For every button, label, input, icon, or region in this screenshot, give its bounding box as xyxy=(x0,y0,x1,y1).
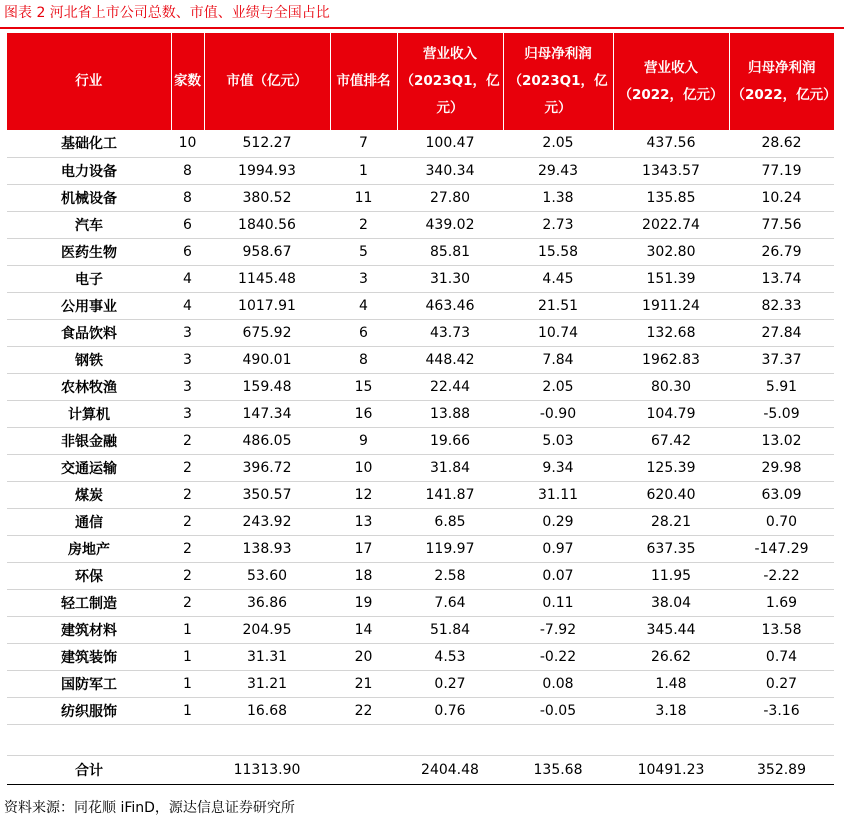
spacer-cell xyxy=(7,724,171,755)
net-profit-2022-cell: 28.62 xyxy=(729,130,834,157)
net-profit-2023q1-cell: 1.38 xyxy=(503,184,613,211)
market-cap-cell: 31.21 xyxy=(204,670,330,697)
rank-cell: 7 xyxy=(330,130,397,157)
industry-cell: 电力设备 xyxy=(7,157,171,184)
rank-cell: 5 xyxy=(330,238,397,265)
table-row xyxy=(7,292,834,319)
revenue-2023q1-cell: 43.73 xyxy=(397,319,503,346)
net-profit-2023q1-cell: 0.97 xyxy=(503,535,613,562)
revenue-2022-cell: 26.62 xyxy=(613,643,729,670)
total-count-cell xyxy=(171,755,204,784)
title-divider xyxy=(0,27,844,29)
count-cell: 2 xyxy=(171,562,204,589)
market-cap-cell: 1145.48 xyxy=(204,265,330,292)
revenue-2023q1-cell: 463.46 xyxy=(397,292,503,319)
rank-cell: 2 xyxy=(330,211,397,238)
revenue-2022-cell: 1962.83 xyxy=(613,346,729,373)
table-row xyxy=(7,184,834,211)
net-profit-2022-cell: 29.98 xyxy=(729,454,834,481)
net-profit-2023q1-cell: -0.22 xyxy=(503,643,613,670)
market-cap-cell: 486.05 xyxy=(204,427,330,454)
col-header-revenue-2022: 营业收入（2022，亿元） xyxy=(613,33,729,130)
market-cap-cell: 1994.93 xyxy=(204,157,330,184)
net-profit-2023q1-cell: 0.07 xyxy=(503,562,613,589)
count-cell: 8 xyxy=(171,184,204,211)
revenue-2022-cell: 125.39 xyxy=(613,454,729,481)
spacer-cell xyxy=(171,724,204,755)
market-cap-cell: 1017.91 xyxy=(204,292,330,319)
revenue-2022-cell: 80.30 xyxy=(613,373,729,400)
count-cell: 2 xyxy=(171,481,204,508)
count-cell: 1 xyxy=(171,616,204,643)
industry-cell: 医药生物 xyxy=(7,238,171,265)
revenue-2023q1-cell: 100.47 xyxy=(397,130,503,157)
net-profit-2022-cell: 26.79 xyxy=(729,238,834,265)
count-cell: 3 xyxy=(171,319,204,346)
revenue-2022-cell: 437.56 xyxy=(613,130,729,157)
market-cap-cell: 53.60 xyxy=(204,562,330,589)
revenue-2023q1-cell: 448.42 xyxy=(397,346,503,373)
spacer-cell xyxy=(204,724,330,755)
count-cell: 1 xyxy=(171,697,204,724)
industry-cell: 纺织服饰 xyxy=(7,697,171,724)
net-profit-2023q1-cell: 5.03 xyxy=(503,427,613,454)
spacer-row xyxy=(7,724,834,755)
net-profit-2022-cell: 37.37 xyxy=(729,346,834,373)
total-row xyxy=(7,755,834,784)
count-cell: 2 xyxy=(171,535,204,562)
net-profit-2022-cell: 82.33 xyxy=(729,292,834,319)
table-row xyxy=(7,265,834,292)
industry-cell: 建筑装饰 xyxy=(7,643,171,670)
rank-cell: 12 xyxy=(330,481,397,508)
total-label: 合计 xyxy=(7,755,171,784)
revenue-2022-cell: 1911.24 xyxy=(613,292,729,319)
industry-cell: 电子 xyxy=(7,265,171,292)
revenue-2022-cell: 135.85 xyxy=(613,184,729,211)
table-row xyxy=(7,238,834,265)
table-row xyxy=(7,481,834,508)
revenue-2022-cell: 11.95 xyxy=(613,562,729,589)
revenue-2023q1-cell: 119.97 xyxy=(397,535,503,562)
net-profit-2022-cell: -5.09 xyxy=(729,400,834,427)
table-row xyxy=(7,211,834,238)
table-row xyxy=(7,616,834,643)
revenue-2022-cell: 2022.74 xyxy=(613,211,729,238)
net-profit-2022-cell: 63.09 xyxy=(729,481,834,508)
revenue-2022-cell: 67.42 xyxy=(613,427,729,454)
industry-table xyxy=(7,33,837,785)
table-row xyxy=(7,697,834,724)
net-profit-2023q1-cell: -0.05 xyxy=(503,697,613,724)
net-profit-2023q1-cell: 15.58 xyxy=(503,238,613,265)
net-profit-2022-cell: 13.02 xyxy=(729,427,834,454)
table-row xyxy=(7,373,834,400)
revenue-2023q1-cell: 31.84 xyxy=(397,454,503,481)
net-profit-2023q1-cell: 9.34 xyxy=(503,454,613,481)
net-profit-2022-cell: 10.24 xyxy=(729,184,834,211)
table-row xyxy=(7,535,834,562)
market-cap-cell: 243.92 xyxy=(204,508,330,535)
market-cap-cell: 147.34 xyxy=(204,400,330,427)
col-header-industry: 行业 xyxy=(7,33,171,130)
market-cap-cell: 36.86 xyxy=(204,589,330,616)
industry-cell: 基础化工 xyxy=(7,130,171,157)
revenue-2023q1-cell: 85.81 xyxy=(397,238,503,265)
rank-cell: 17 xyxy=(330,535,397,562)
table-row xyxy=(7,400,834,427)
rank-cell: 10 xyxy=(330,454,397,481)
table-row xyxy=(7,427,834,454)
count-cell: 6 xyxy=(171,211,204,238)
total-revenue-2023q1-cell: 2404.48 xyxy=(397,755,503,784)
net-profit-2023q1-cell: 29.43 xyxy=(503,157,613,184)
revenue-2023q1-cell: 27.80 xyxy=(397,184,503,211)
count-cell: 2 xyxy=(171,454,204,481)
table-row xyxy=(7,670,834,697)
net-profit-2023q1-cell: -0.90 xyxy=(503,400,613,427)
market-cap-cell: 204.95 xyxy=(204,616,330,643)
spacer-cell xyxy=(503,724,613,755)
table-row xyxy=(7,130,834,157)
total-revenue-2022-cell: 10491.23 xyxy=(613,755,729,784)
revenue-2022-cell: 1.48 xyxy=(613,670,729,697)
total-market-cap-cell: 11313.90 xyxy=(204,755,330,784)
industry-cell: 轻工制造 xyxy=(7,589,171,616)
industry-cell: 农林牧渔 xyxy=(7,373,171,400)
count-cell: 2 xyxy=(171,508,204,535)
rank-cell: 11 xyxy=(330,184,397,211)
spacer-cell xyxy=(397,724,503,755)
table-row xyxy=(7,508,834,535)
net-profit-2022-cell: 0.27 xyxy=(729,670,834,697)
revenue-2023q1-cell: 2.58 xyxy=(397,562,503,589)
table-row xyxy=(7,319,834,346)
count-cell: 2 xyxy=(171,589,204,616)
market-cap-cell: 1840.56 xyxy=(204,211,330,238)
count-cell: 3 xyxy=(171,400,204,427)
market-cap-cell: 958.67 xyxy=(204,238,330,265)
market-cap-cell: 512.27 xyxy=(204,130,330,157)
rank-cell: 20 xyxy=(330,643,397,670)
market-cap-cell: 490.01 xyxy=(204,346,330,373)
revenue-2022-cell: 620.40 xyxy=(613,481,729,508)
revenue-2023q1-cell: 7.64 xyxy=(397,589,503,616)
industry-cell: 公用事业 xyxy=(7,292,171,319)
net-profit-2022-cell: 13.74 xyxy=(729,265,834,292)
net-profit-2023q1-cell: 2.73 xyxy=(503,211,613,238)
net-profit-2023q1-cell: 2.05 xyxy=(503,130,613,157)
market-cap-cell: 675.92 xyxy=(204,319,330,346)
industry-cell: 机械设备 xyxy=(7,184,171,211)
count-cell: 6 xyxy=(171,238,204,265)
industry-cell: 非银金融 xyxy=(7,427,171,454)
col-header-net-profit-2023q1: 归母净利润（2023Q1，亿元） xyxy=(503,33,613,130)
revenue-2023q1-cell: 13.88 xyxy=(397,400,503,427)
spacer-cell xyxy=(729,724,834,755)
industry-cell: 通信 xyxy=(7,508,171,535)
count-cell: 2 xyxy=(171,427,204,454)
revenue-2023q1-cell: 51.84 xyxy=(397,616,503,643)
net-profit-2022-cell: 77.56 xyxy=(729,211,834,238)
net-profit-2023q1-cell: 0.11 xyxy=(503,589,613,616)
revenue-2023q1-cell: 22.44 xyxy=(397,373,503,400)
count-cell: 1 xyxy=(171,643,204,670)
col-header-market-cap-rank: 市值排名 xyxy=(330,33,397,130)
industry-cell: 钢铁 xyxy=(7,346,171,373)
revenue-2023q1-cell: 6.85 xyxy=(397,508,503,535)
rank-cell: 14 xyxy=(330,616,397,643)
rank-cell: 21 xyxy=(330,670,397,697)
revenue-2022-cell: 132.68 xyxy=(613,319,729,346)
net-profit-2023q1-cell: 0.08 xyxy=(503,670,613,697)
count-cell: 3 xyxy=(171,346,204,373)
revenue-2023q1-cell: 439.02 xyxy=(397,211,503,238)
industry-cell: 煤炭 xyxy=(7,481,171,508)
net-profit-2022-cell: 0.74 xyxy=(729,643,834,670)
col-header-count: 家数 xyxy=(171,33,204,130)
revenue-2022-cell: 302.80 xyxy=(613,238,729,265)
net-profit-2023q1-cell: 7.84 xyxy=(503,346,613,373)
net-profit-2022-cell: -147.29 xyxy=(729,535,834,562)
market-cap-cell: 16.68 xyxy=(204,697,330,724)
rank-cell: 9 xyxy=(330,427,397,454)
market-cap-cell: 138.93 xyxy=(204,535,330,562)
count-cell: 4 xyxy=(171,292,204,319)
net-profit-2023q1-cell: 10.74 xyxy=(503,319,613,346)
revenue-2022-cell: 1343.57 xyxy=(613,157,729,184)
net-profit-2023q1-cell: 4.45 xyxy=(503,265,613,292)
net-profit-2022-cell: 1.69 xyxy=(729,589,834,616)
rank-cell: 19 xyxy=(330,589,397,616)
figure-title: 图表 2 河北省上市公司总数、市值、业绩与全国占比 xyxy=(4,5,330,21)
total-net-profit-2022-cell: 352.89 xyxy=(729,755,834,784)
revenue-2022-cell: 38.04 xyxy=(613,589,729,616)
table-row xyxy=(7,157,834,184)
spacer-cell xyxy=(613,724,729,755)
market-cap-cell: 31.31 xyxy=(204,643,330,670)
rank-cell: 8 xyxy=(330,346,397,373)
industry-cell: 房地产 xyxy=(7,535,171,562)
net-profit-2022-cell: 13.58 xyxy=(729,616,834,643)
revenue-2023q1-cell: 340.34 xyxy=(397,157,503,184)
revenue-2023q1-cell: 0.27 xyxy=(397,670,503,697)
revenue-2022-cell: 345.44 xyxy=(613,616,729,643)
revenue-2023q1-cell: 0.76 xyxy=(397,697,503,724)
net-profit-2022-cell: 77.19 xyxy=(729,157,834,184)
rank-cell: 15 xyxy=(330,373,397,400)
total-rank-cell xyxy=(330,755,397,784)
industry-cell: 环保 xyxy=(7,562,171,589)
table-row xyxy=(7,589,834,616)
col-header-revenue-2023q1: 营业收入（2023Q1，亿元） xyxy=(397,33,503,130)
table-row xyxy=(7,346,834,373)
col-header-market-cap: 市值（亿元） xyxy=(204,33,330,130)
rank-cell: 3 xyxy=(330,265,397,292)
table-row xyxy=(7,562,834,589)
industry-cell: 交通运输 xyxy=(7,454,171,481)
industry-cell: 汽车 xyxy=(7,211,171,238)
revenue-2022-cell: 28.21 xyxy=(613,508,729,535)
header-row xyxy=(7,33,834,130)
source-note: 资料来源：同花顺 iFinD，源达信息证券研究所 xyxy=(4,800,295,816)
table-row xyxy=(7,643,834,670)
industry-cell: 食品饮料 xyxy=(7,319,171,346)
rank-cell: 6 xyxy=(330,319,397,346)
net-profit-2022-cell: 0.70 xyxy=(729,508,834,535)
net-profit-2023q1-cell: 2.05 xyxy=(503,373,613,400)
revenue-2022-cell: 151.39 xyxy=(613,265,729,292)
net-profit-2023q1-cell: 0.29 xyxy=(503,508,613,535)
rank-cell: 22 xyxy=(330,697,397,724)
industry-cell: 国防军工 xyxy=(7,670,171,697)
net-profit-2022-cell: 5.91 xyxy=(729,373,834,400)
count-cell: 8 xyxy=(171,157,204,184)
net-profit-2023q1-cell: -7.92 xyxy=(503,616,613,643)
net-profit-2023q1-cell: 31.11 xyxy=(503,481,613,508)
rank-cell: 18 xyxy=(330,562,397,589)
net-profit-2022-cell: -2.22 xyxy=(729,562,834,589)
count-cell: 4 xyxy=(171,265,204,292)
revenue-2022-cell: 637.35 xyxy=(613,535,729,562)
spacer-cell xyxy=(330,724,397,755)
col-header-net-profit-2022: 归母净利润（2022，亿元） xyxy=(729,33,834,130)
industry-cell: 建筑材料 xyxy=(7,616,171,643)
industry-cell: 计算机 xyxy=(7,400,171,427)
revenue-2023q1-cell: 19.66 xyxy=(397,427,503,454)
revenue-2022-cell: 104.79 xyxy=(613,400,729,427)
total-net-profit-2023q1-cell: 135.68 xyxy=(503,755,613,784)
revenue-2022-cell: 3.18 xyxy=(613,697,729,724)
count-cell: 1 xyxy=(171,670,204,697)
market-cap-cell: 380.52 xyxy=(204,184,330,211)
rank-cell: 16 xyxy=(330,400,397,427)
net-profit-2022-cell: -3.16 xyxy=(729,697,834,724)
revenue-2023q1-cell: 4.53 xyxy=(397,643,503,670)
net-profit-2022-cell: 27.84 xyxy=(729,319,834,346)
market-cap-cell: 350.57 xyxy=(204,481,330,508)
rank-cell: 4 xyxy=(330,292,397,319)
revenue-2023q1-cell: 141.87 xyxy=(397,481,503,508)
count-cell: 3 xyxy=(171,373,204,400)
rank-cell: 13 xyxy=(330,508,397,535)
table-row xyxy=(7,454,834,481)
count-cell: 10 xyxy=(171,130,204,157)
revenue-2023q1-cell: 31.30 xyxy=(397,265,503,292)
market-cap-cell: 396.72 xyxy=(204,454,330,481)
net-profit-2023q1-cell: 21.51 xyxy=(503,292,613,319)
rank-cell: 1 xyxy=(330,157,397,184)
market-cap-cell: 159.48 xyxy=(204,373,330,400)
